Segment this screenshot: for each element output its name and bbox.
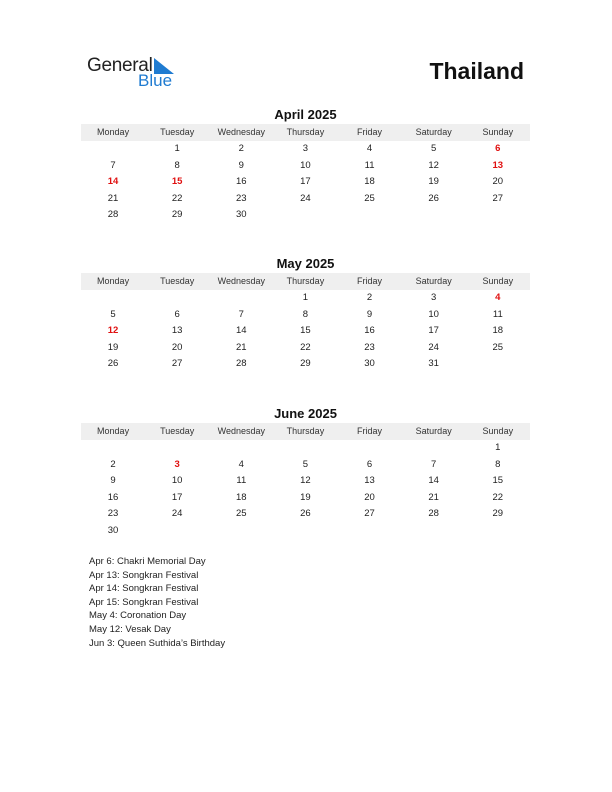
day-cell: 28	[428, 508, 439, 519]
day-cell: 8	[495, 458, 501, 470]
day-cell: 13	[171, 325, 183, 336]
day-cell: 5	[431, 143, 437, 154]
day-cell: 5	[302, 458, 309, 470]
day-cell: 21	[107, 192, 119, 204]
logo-text-general: General	[87, 55, 153, 76]
day-cell: 1	[174, 143, 180, 154]
empty-day-cell	[402, 440, 466, 457]
month-title: May 2025	[276, 256, 335, 271]
day-cell: 22	[300, 341, 311, 353]
weekday-label: Tuesday	[160, 426, 195, 436]
holiday-item: Jun 3: Queen Suthida’s Birthday	[89, 637, 226, 649]
day-cell: 9	[366, 308, 373, 320]
holiday-item: Apr 6: Chakri Memorial Day	[89, 556, 206, 567]
day-cell: 30	[107, 524, 119, 536]
holiday-item: Apr 15: Songkran Festival	[89, 596, 199, 608]
holiday-item: May 12: Vesak Day	[89, 623, 171, 635]
day-cell: 7	[431, 458, 437, 470]
day-cell: 10	[171, 475, 183, 486]
day-cell: 13	[364, 475, 375, 486]
day-cell: 10	[428, 308, 439, 320]
day-cell: 30	[236, 209, 247, 220]
day-cell: 29	[300, 358, 311, 369]
weekday-label: Monday	[97, 276, 130, 286]
day-cell: 18	[364, 176, 375, 187]
day-cell: 21	[236, 341, 247, 353]
day-cell: 27	[364, 508, 375, 519]
weekday-label: Saturday	[415, 276, 452, 286]
day-cell: 24	[171, 508, 183, 519]
day-cell: 1	[495, 442, 501, 453]
logo-text-blue: Blue	[138, 71, 173, 90]
holiday-day-cell: 3	[174, 458, 180, 470]
month-title: April 2025	[274, 107, 337, 122]
day-cell: 6	[174, 308, 180, 320]
day-cell: 20	[171, 341, 183, 353]
day-cell: 25	[492, 341, 504, 353]
weekday-label: Wednesday	[217, 276, 265, 286]
day-cell: 8	[174, 159, 180, 171]
day-cell: 1	[302, 292, 309, 303]
weekday-label: Sunday	[482, 426, 514, 436]
holiday-day-cell: 12	[107, 325, 119, 336]
weekday-label: Tuesday	[160, 276, 195, 286]
holiday-day-cell: 4	[495, 292, 501, 303]
empty-day-cell	[81, 440, 145, 457]
day-cell: 2	[110, 458, 116, 470]
day-cell: 16	[236, 176, 247, 187]
weekday-label: Friday	[357, 127, 383, 137]
holiday-day-cell: 13	[492, 159, 504, 171]
day-cell: 23	[236, 192, 247, 204]
weekday-label: Thursday	[286, 276, 325, 286]
day-cell: 4	[366, 143, 373, 154]
day-cell: 2	[238, 143, 244, 154]
day-cell: 10	[300, 159, 311, 171]
day-cell: 28	[107, 209, 119, 220]
weekday-label: Sunday	[482, 276, 514, 286]
day-cell: 12	[428, 159, 439, 171]
day-cell: 26	[300, 508, 311, 519]
day-cell: 23	[107, 508, 119, 519]
brand-logo	[87, 55, 187, 95]
day-grid	[81, 141, 530, 224]
weekday-header	[81, 423, 530, 440]
empty-day-cell	[145, 440, 209, 457]
empty-day-cell	[209, 290, 273, 307]
country-title: Thailand	[429, 58, 524, 84]
holiday-day-cell: 14	[107, 176, 119, 187]
empty-day-cell	[81, 290, 145, 307]
weekday-label: Tuesday	[160, 127, 195, 137]
weekday-label: Monday	[97, 127, 130, 137]
day-cell: 27	[171, 358, 183, 369]
weekday-label: Saturday	[415, 426, 452, 436]
day-cell: 20	[364, 491, 375, 503]
day-cell: 16	[364, 325, 375, 336]
day-cell: 17	[300, 176, 311, 187]
day-cell: 26	[428, 192, 439, 204]
day-cell: 25	[236, 508, 247, 519]
day-cell: 8	[302, 308, 309, 320]
holiday-item: Apr 13: Songkran Festival	[89, 569, 199, 581]
month-title: June 2025	[274, 406, 337, 421]
day-cell: 19	[107, 341, 119, 353]
holiday-list	[89, 555, 225, 650]
weekday-header	[81, 124, 530, 141]
holiday-item: Apr 14: Songkran Festival	[89, 583, 199, 595]
day-cell: 9	[238, 159, 244, 171]
day-cell: 26	[107, 358, 119, 369]
day-cell: 27	[492, 192, 504, 204]
day-cell: 28	[236, 358, 247, 369]
day-cell: 3	[431, 292, 437, 303]
day-cell: 23	[364, 341, 375, 353]
weekday-label: Wednesday	[217, 127, 265, 137]
day-cell: 31	[428, 358, 439, 369]
day-cell: 22	[171, 192, 183, 204]
empty-day-cell	[338, 440, 402, 457]
weekday-label: Monday	[97, 426, 130, 436]
day-cell: 21	[428, 491, 439, 503]
day-grid	[81, 290, 530, 373]
day-cell: 3	[302, 143, 309, 154]
day-cell: 30	[364, 358, 375, 369]
day-cell: 20	[492, 176, 504, 187]
day-cell: 15	[300, 325, 311, 336]
day-grid	[81, 440, 530, 539]
empty-day-cell	[145, 290, 209, 307]
empty-day-cell	[273, 440, 337, 457]
weekday-label: Sunday	[482, 127, 514, 137]
day-cell: 29	[171, 209, 183, 220]
day-cell: 18	[236, 491, 247, 503]
day-cell: 2	[366, 292, 373, 303]
day-cell: 16	[107, 491, 119, 503]
empty-day-cell	[209, 440, 273, 457]
day-cell: 18	[492, 325, 504, 336]
day-cell: 9	[110, 475, 116, 486]
day-cell: 19	[428, 176, 439, 187]
weekday-label: Wednesday	[217, 426, 265, 436]
day-cell: 29	[492, 508, 504, 519]
weekday-label: Friday	[357, 426, 383, 436]
day-cell: 7	[238, 308, 244, 320]
day-cell: 4	[238, 458, 244, 470]
weekday-label: Thursday	[286, 127, 325, 137]
month-calendar-june	[81, 405, 530, 539]
day-cell: 15	[492, 475, 504, 486]
day-cell: 24	[300, 192, 311, 204]
day-cell: 22	[492, 491, 504, 503]
weekday-label: Thursday	[286, 426, 325, 436]
day-cell: 7	[110, 159, 116, 171]
day-cell: 12	[300, 475, 311, 486]
weekday-label: Friday	[357, 276, 383, 286]
day-cell: 5	[110, 308, 116, 320]
day-cell: 14	[428, 475, 439, 486]
day-cell: 11	[236, 475, 247, 486]
day-cell: 17	[171, 491, 183, 503]
day-cell: 11	[364, 159, 375, 171]
month-calendar-april	[81, 106, 530, 224]
day-cell: 6	[366, 458, 373, 470]
empty-day-cell	[81, 141, 145, 158]
weekday-header	[81, 273, 530, 290]
day-cell: 11	[492, 308, 503, 320]
day-cell: 25	[364, 192, 375, 204]
holiday-day-cell: 6	[495, 143, 501, 154]
holiday-item: May 4: Coronation Day	[89, 610, 187, 622]
weekday-label: Saturday	[415, 127, 452, 137]
day-cell: 24	[428, 341, 439, 353]
day-cell: 14	[236, 325, 247, 336]
holiday-day-cell: 15	[171, 176, 183, 187]
day-cell: 17	[428, 325, 439, 336]
month-calendar-may	[81, 255, 530, 373]
day-cell: 19	[300, 491, 311, 503]
